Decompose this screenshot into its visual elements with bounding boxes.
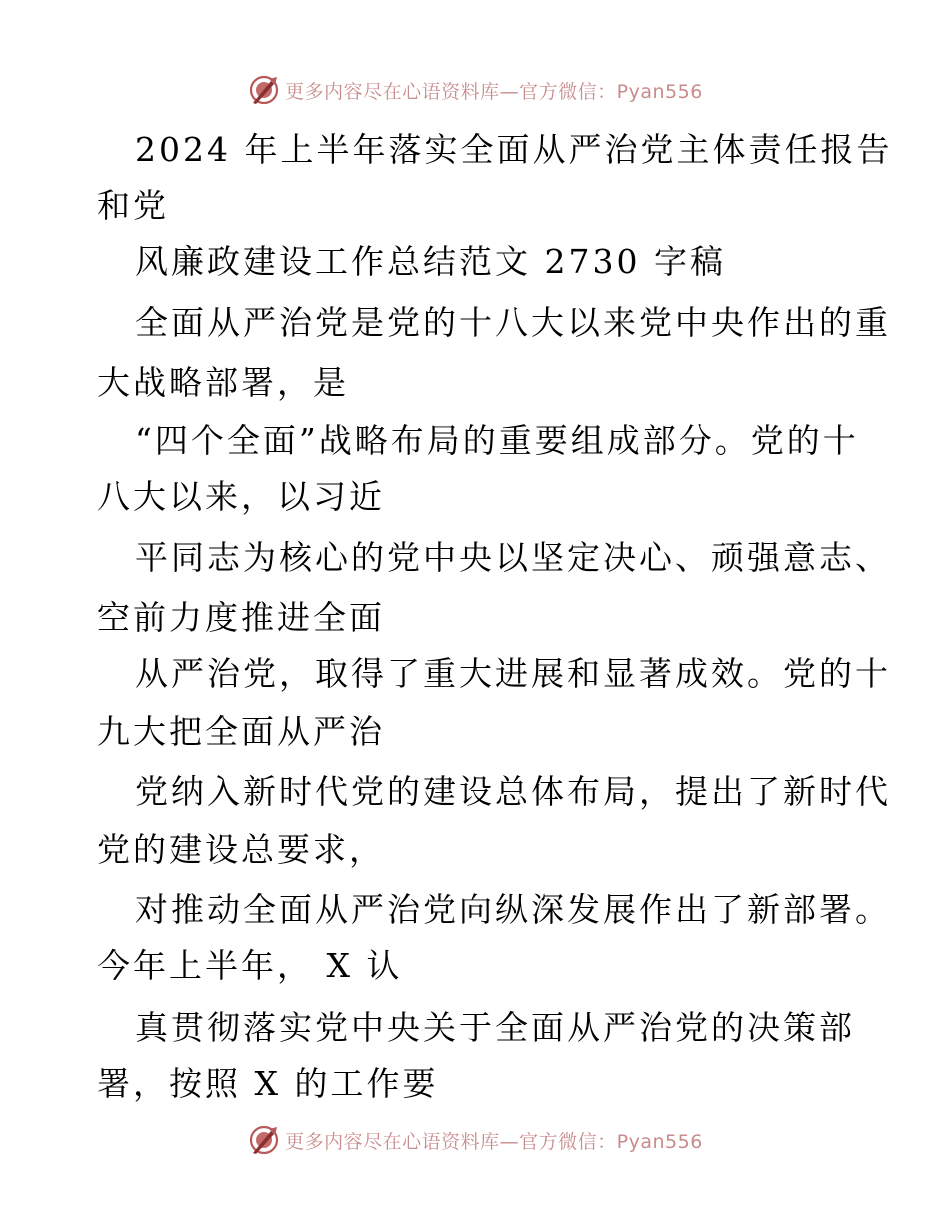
- text-line: 2024 年上半年落实全面从严治党主体责任报告: [135, 130, 893, 169]
- text-line: 党的建设总要求，: [97, 830, 385, 869]
- text-line: 空前力度推进全面: [97, 598, 385, 637]
- text-line: 平同志为核心的党中央以坚定决心、顽强意志、: [135, 538, 891, 577]
- text-line: “四个全面”战略布局的重要组成部分。党的十: [135, 421, 859, 460]
- text-line: 八大以来，以习近: [97, 477, 385, 516]
- footer-watermark: [0, 1122, 950, 1158]
- header-watermark: [0, 72, 950, 108]
- watermark-text: 更多内容尽在心语资料库—官方微信：Pyan556: [285, 80, 703, 103]
- watermark-text: 更多内容尽在心语资料库—官方微信：Pyan556: [285, 1130, 703, 1153]
- text-line: 今年上半年， X 认: [97, 946, 403, 985]
- text-line: 风廉政建设工作总结范文 2730 字稿: [135, 242, 726, 281]
- text-line: 全面从严治党是党的十八大以来党中央作出的重: [135, 303, 891, 342]
- quill-seal-icon: [247, 73, 281, 107]
- text-line: 真贯彻落实党中央关于全面从严治党的决策部: [135, 1008, 855, 1047]
- text-line: 署，按照 X 的工作要: [97, 1064, 439, 1103]
- text-line: 大战略部署，是: [97, 363, 349, 402]
- text-line: 党纳入新时代党的建设总体布局，提出了新时代: [135, 772, 891, 811]
- quill-seal-icon: [247, 1123, 281, 1157]
- text-line: 从严治党，取得了重大进展和显著成效。党的十: [135, 654, 891, 693]
- text-line: 和党: [97, 186, 169, 225]
- text-line: 九大把全面从严治: [97, 712, 385, 751]
- text-line: 对推动全面从严治党向纵深发展作出了新部署。: [135, 890, 891, 929]
